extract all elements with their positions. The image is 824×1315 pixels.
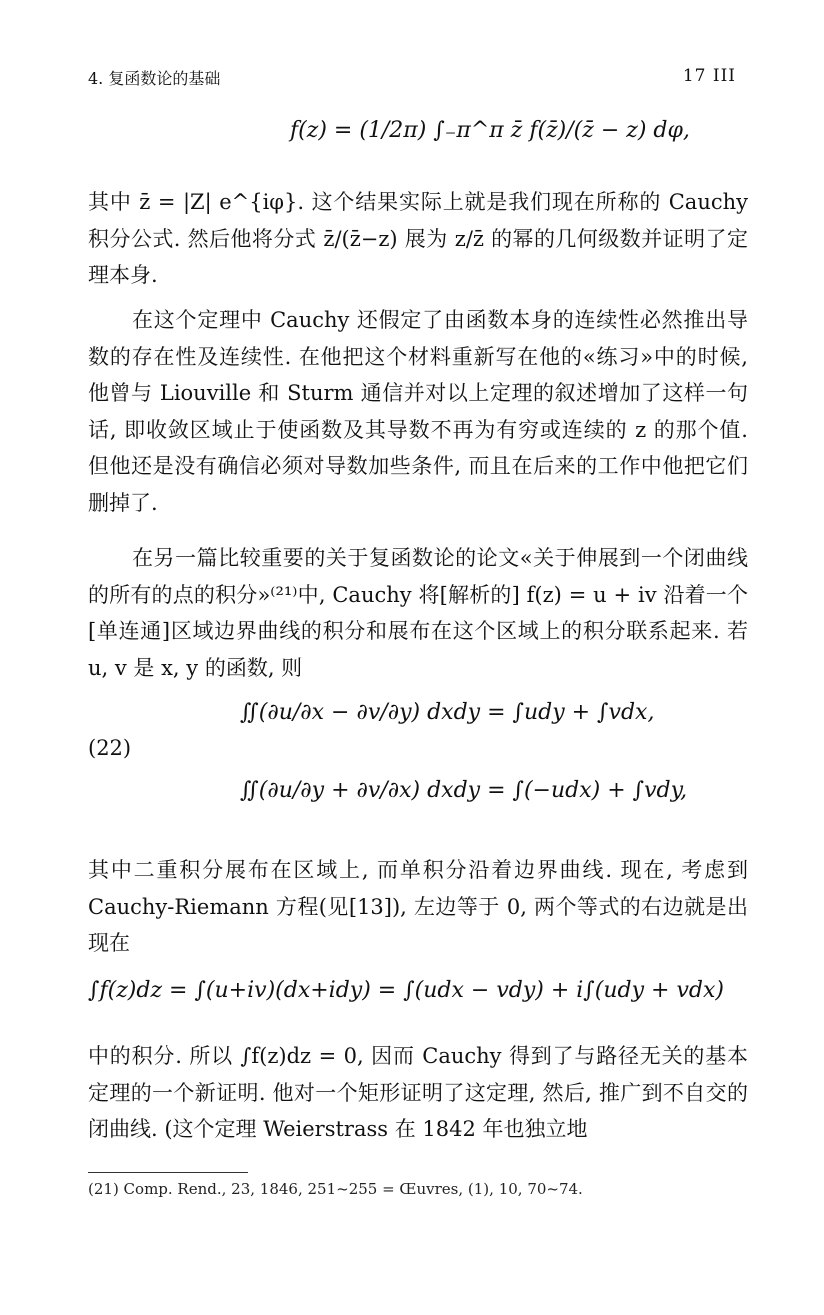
paragraph-5 bbox=[88, 1038, 748, 1148]
contour-integral-expansion: ∫f(z)dz = ∫(u+iv)(dx+idy) = ∫(udx − vdy) + i∫(udy + vdx) bbox=[88, 978, 724, 1003]
running-header bbox=[88, 66, 736, 90]
paragraph-3 bbox=[88, 540, 748, 686]
paragraph-1 bbox=[88, 184, 748, 294]
equation-number-22: (22) bbox=[88, 736, 132, 760]
page-number: 17 III bbox=[682, 66, 736, 86]
footnote-21: (21) Comp. Rend., 23, 1846, 251~255 = Œuvres, (1), 10, 70~74. bbox=[88, 1180, 583, 1198]
paragraph-5-text: 中的积分. 所以 ∫f(z)dz = 0, 因而 Cauchy 得到了与路径无关的基本定理的一个新证明. 他对一个矩形证明了这定理, 然后, 推广到不自交的闭曲线. (这个定理 Weierstrass 在 1842 年也独立地 bbox=[88, 1044, 748, 1141]
cauchy-integral-formula: f(z) = (1/2π) ∫₋π^π z̄ f(z̄)/(z̄ − z) dφ, bbox=[290, 118, 690, 143]
paragraph-4-text: 其中二重积分展布在区域上, 而单积分沿着边界曲线. 现在, 考虑到 Cauchy-Riemann 方程(见[13]), 左边等于 0, 两个等式的右边就是出现在 bbox=[88, 858, 748, 955]
equation-22-line-2: ∬(∂u/∂y + ∂v/∂x) dxdy = ∫(−udx) + ∫vdy, bbox=[240, 778, 688, 803]
paragraph-2 bbox=[88, 302, 748, 521]
paragraph-2-text: 在这个定理中 Cauchy 还假定了由函数本身的连续性必然推出导数的存在性及连续性. 在他把这个材料重新写在他的«练习»中的时候, 他曾与 Liouville 和 Sturm 通信并对以上定理的叙述增加了这样一句话, 即收敛区域止于使函数及其导数不再为有穷或连续的 z 的那个值. 但他还是没有确信必须对导数加些条件, 而且在后来的工作中他把它们删掉了. bbox=[88, 308, 748, 515]
chapter-title: 4. 复函数论的基础 bbox=[88, 69, 221, 88]
paragraph-4 bbox=[88, 852, 748, 962]
paragraph-3-text: 在另一篇比较重要的关于复函数论的论文«关于伸展到一个闭曲线的所有的点的积分»⁽²¹⁾中, Cauchy 将[解析的] f(z) = u + iv 沿着一个[单连通]区域边界曲线的积分和展布在这个区域上的积分联系起来. 若 u, v 是 x, y 的函数, 则 bbox=[88, 546, 748, 680]
paragraph-1-text: 其中 z̄ = |Z| e^{iφ}. 这个结果实际上就是我们现在所称的 Cauchy 积分公式. 然后他将分式 z̄/(z̄−z) 展为 z/z̄ 的幂的几何级数并证明了定理本身. bbox=[88, 190, 748, 287]
footnote-rule bbox=[88, 1172, 248, 1173]
equation-22-line-1: ∬(∂u/∂x − ∂v/∂y) dxdy = ∫udy + ∫vdx, bbox=[240, 700, 655, 725]
